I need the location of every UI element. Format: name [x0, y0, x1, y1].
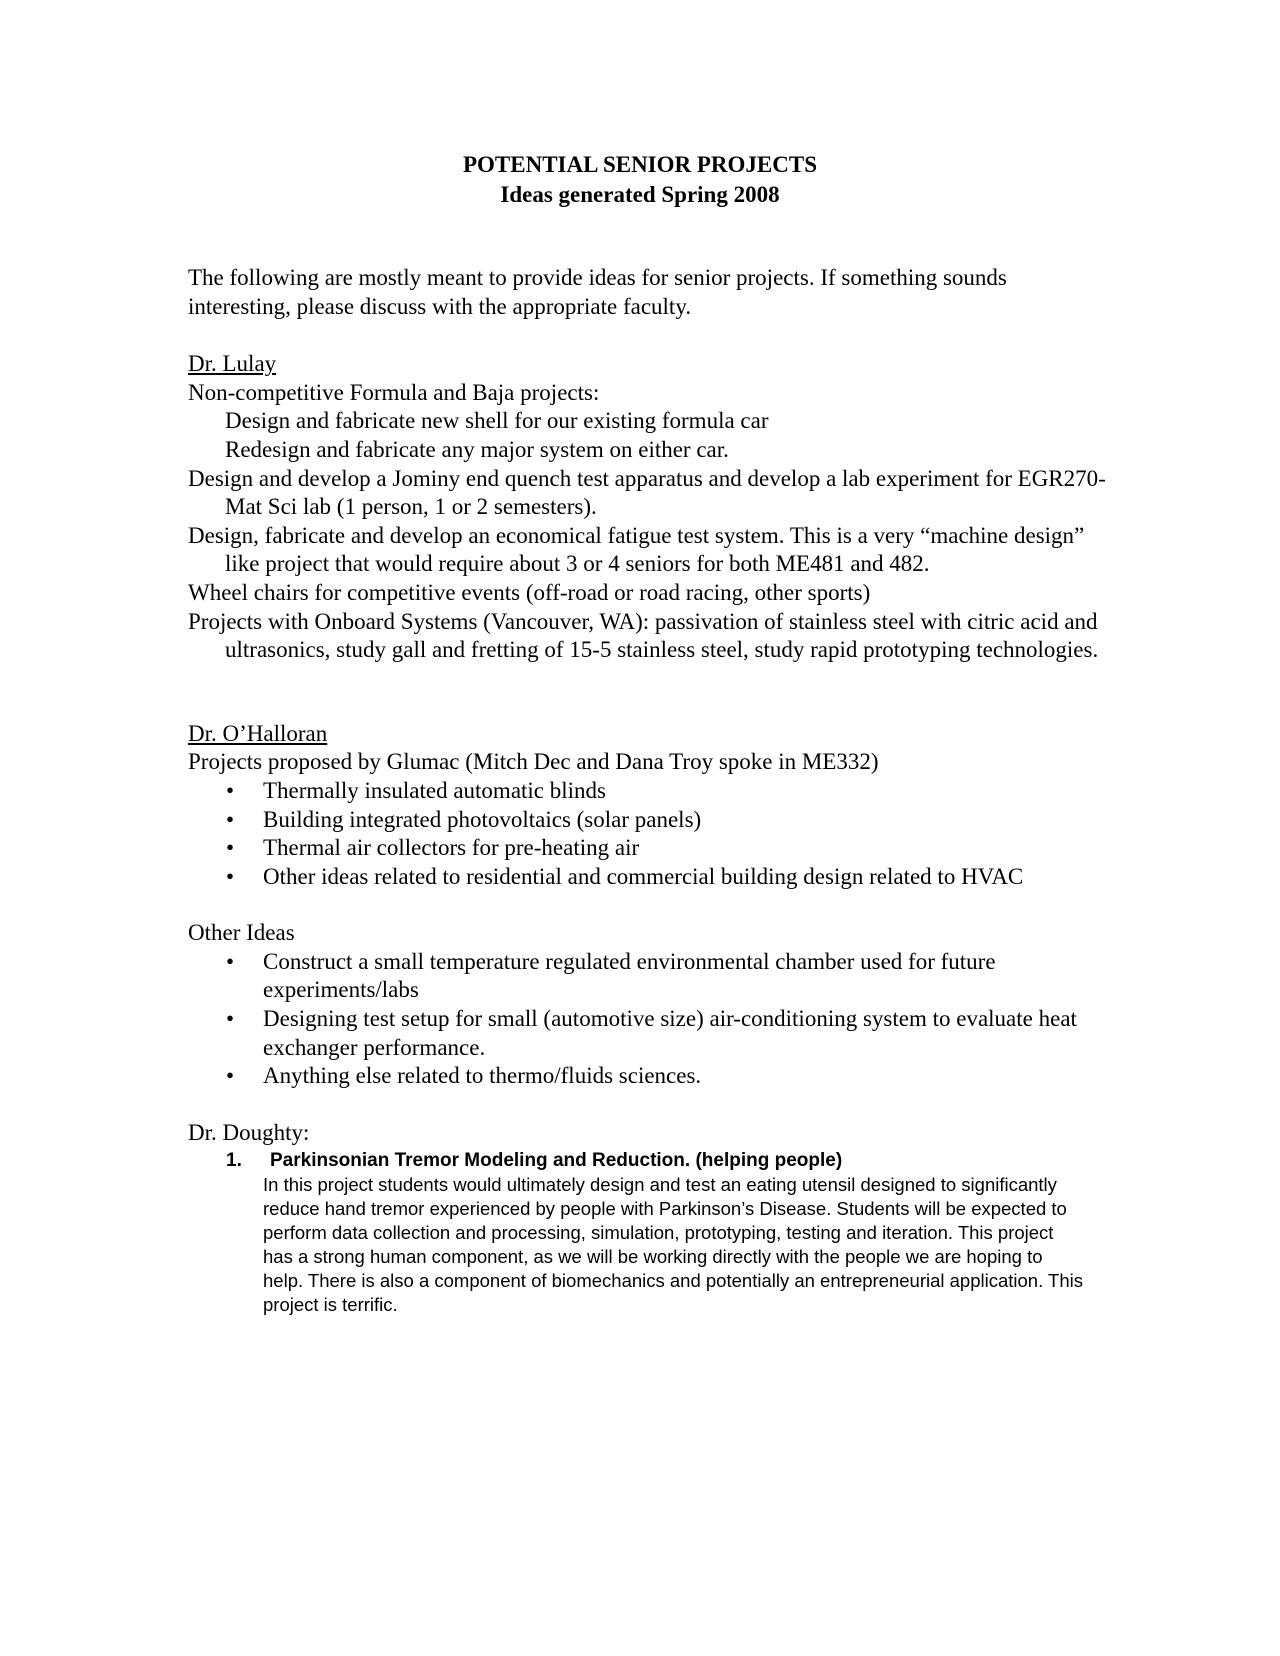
- section-heading-other: Other Ideas: [188, 920, 295, 946]
- ohalloran-glumac: Projects proposed by Glumac (Mitch Dec and Dana Troy spoke in ME332): [188, 749, 879, 775]
- lulay-formula-baja: Non-competitive Formula and Baja projects:: [188, 379, 600, 405]
- project-title: Parkinsonian Tremor Modeling and Reduction. (helping people): [270, 1150, 843, 1172]
- lulay-shell: Design and fabricate new shell for our existing formula car: [225, 408, 769, 434]
- document-title: POTENTIAL SENIOR PROJECTS: [462, 152, 818, 177]
- intro-paragraph: The following are mostly meant to provide ideas for senior projects. If something sounds interesting, please discuss with the appropriate faculty.: [188, 265, 1007, 319]
- section-heading-doughty: Dr. Doughty:: [188, 1119, 310, 1145]
- bullet-icon: •: [226, 777, 235, 803]
- list-item: • Building integrated photovoltaics (solar panels): [188, 806, 1108, 835]
- document-subtitle: Ideas generated Spring 2008: [500, 182, 780, 207]
- list-item: • Anything else related to thermo/fluids sciences.: [188, 1062, 1108, 1091]
- lulay-wheelchairs: Wheel chairs for competitive events (off-road or road racing, other sports): [188, 579, 871, 605]
- title-block: [0, 150, 1280, 210]
- lulay-jominy: Design and develop a Jominy end quench test apparatus and develop a lab experiment for EGR270-Mat Sci lab (1 person, 1 or 2 semesters).: [188, 465, 1106, 520]
- list-item: • Other ideas related to residential and commercial building design related to HVAC: [188, 863, 1108, 892]
- section-heading-ohalloran: Dr. O’Halloran: [188, 720, 328, 746]
- other-list: [188, 948, 1108, 1091]
- doughty-project: [188, 1149, 1108, 1317]
- list-item: • Construct a small temperature regulated environmental chamber used for future experiments/labs: [226, 948, 996, 1003]
- item-number: 1.: [226, 1150, 242, 1172]
- lulay-fatigue: Design, fabricate and develop an economical fatigue test system. This is a very “machine design” like project that would require about 3 or 4 seniors for both ME481 and 482.: [188, 522, 1085, 577]
- list-item: • Designing test setup for small (automotive size) air-conditioning system to evaluate heat exchanger performance.: [226, 1006, 1077, 1060]
- section-heading-lulay: Dr. Lulay: [188, 351, 277, 377]
- bullet-icon: •: [226, 1063, 235, 1089]
- list-item: • Thermal air collectors for pre-heating air: [188, 834, 1108, 863]
- bullet-icon: •: [226, 806, 235, 832]
- bullet-icon: •: [226, 1006, 235, 1032]
- list-item: • Thermally insulated automatic blinds: [188, 777, 1108, 806]
- lulay-redesign: Redesign and fabricate any major system on either car.: [225, 436, 729, 462]
- document-content: [188, 264, 1108, 1317]
- ohalloran-list: [188, 777, 1108, 891]
- project-description: In this project students would ultimately design and test an eating utensil designed to significantly reduce hand tremor experienced by people with Parkinson’s Disease. Students will be expected to perform data collection and processing, simulation, prototyping, testing and iteration. This project has a strong human component, as we will be working directly with the people we are hoping to help. There is also a component of biomechanics and potentially an entrepreneurial application. This project is terrific.: [263, 1174, 1083, 1316]
- bullet-icon: •: [226, 835, 235, 861]
- bullet-icon: •: [226, 863, 235, 889]
- lulay-onboard: Projects with Onboard Systems (Vancouver, WA): passivation of stainless steel with citric acid and ultrasonics, study gall and fretting of 15-5 stainless steel, study rapid prototyping technologies.: [188, 608, 1099, 663]
- bullet-icon: •: [226, 948, 235, 974]
